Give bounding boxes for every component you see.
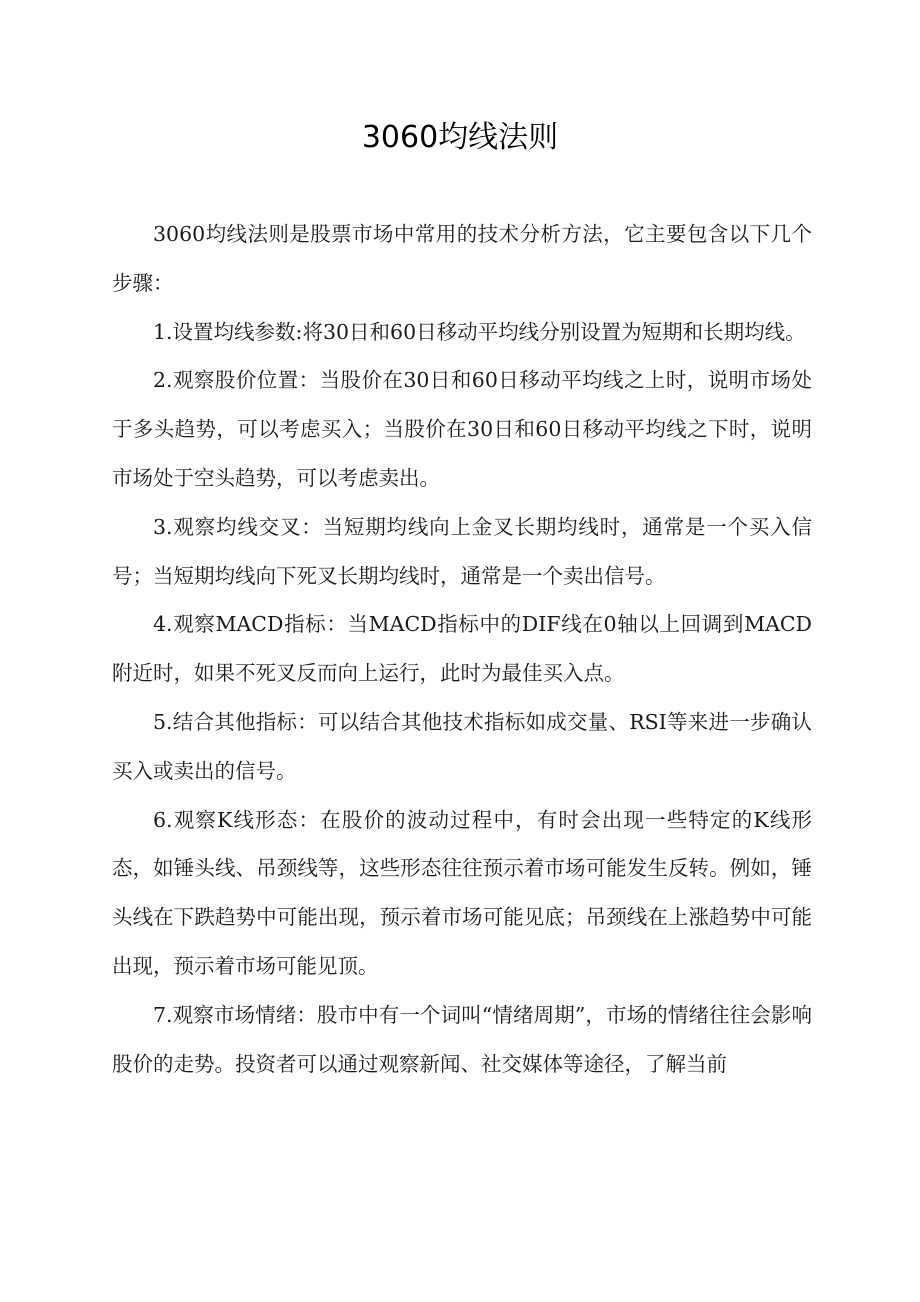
intro-paragraph: 3060均线法则是股票市场中常用的技术分析方法，它主要包含以下几个步骤：: [112, 222, 812, 295]
document-body: [112, 210, 812, 1088]
step-5-paragraph: 5.结合其他指标：可以结合其他技术指标如成交量、RSI等来进一步确认买入或卖出的信号。: [112, 709, 812, 783]
step-2-paragraph: 2.观察股价位置：当股价在30日和60日移动平均线之上时，说明市场处于多头趋势，可以考虑买入；当股价在30日和60日移动平均线之下时，说明市场处于空头趋势，可以考虑卖出。: [112, 368, 812, 490]
step-1-paragraph: 1.设置均线参数:将30日和60日移动平均线分别设置为短期和长期均线。: [153, 319, 806, 344]
step-3-paragraph: 3.观察均线交叉：当短期均线向上金叉长期均线时，通常是一个买入信号；当短期均线向下死叉长期均线时，通常是一个卖出信号。: [112, 514, 812, 588]
step-4-paragraph: 4.观察MACD指标：当MACD指标中的DIF线在0轴以上回调到MACD附近时，如果不死叉反而向上运行，此时为最佳买入点。: [112, 612, 812, 686]
document-title: 3060均线法则: [361, 120, 559, 155]
step-7-paragraph: 7.观察市场情绪：股市中有一个词叫“情绪周期”，市场的情绪往往会影响股价的走势。投资者可以通过观察新闻、社交媒体等途径，了解当前: [112, 1002, 812, 1076]
step-6-paragraph: 6.观察K线形态：在股价的波动过程中，有时会出现一些特定的K线形态，如锤头线、吊颈线等，这些形态往往预示着市场可能发生反转。例如，锤头线在下跌趋势中可能出现，预示着市场可能见底；吊颈线在上涨趋势中可能出现，预示着市场可能见顶。: [112, 807, 812, 978]
